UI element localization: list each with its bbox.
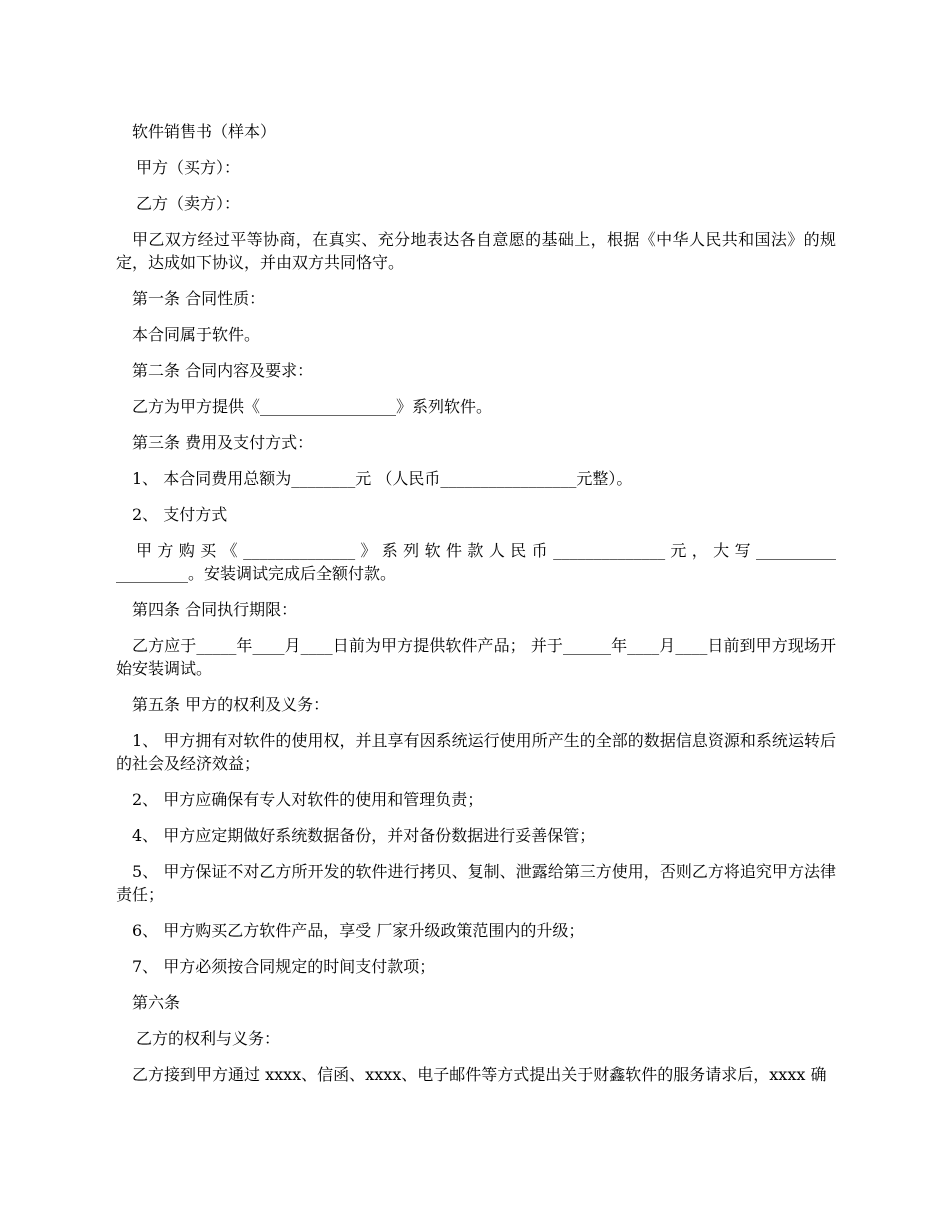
- article-2-body: 乙方为甲方提供《_________________》系列软件。: [132, 397, 493, 416]
- article-3-heading: 第三条 费用及支付方式：: [132, 433, 314, 452]
- article-5-item-6: 6、 甲方购买乙方软件产品，享受 厂家升级政策范围内的升级；: [132, 921, 585, 940]
- document-title: 软件销售书（样本）: [132, 122, 277, 141]
- preamble-paragraph: 甲乙双方经过平等协商，在真实、充分地表达各自意愿的基础上，根据《中华人民共和国法》的规定，达成如下协议，并由双方共同恪守。: [116, 230, 836, 272]
- article-5-item-5: 5、 甲方保证不对乙方所开发的软件进行拷贝、复制、泄露给第三方使用，否则乙方将追究甲方法律责任；: [116, 862, 836, 904]
- article-1-heading: 第一条 合同性质：: [132, 289, 266, 308]
- party-a-line: 甲方（买方）：: [136, 158, 241, 177]
- article-3-item-1: 1、 本合同费用总额为________元 （人民币_________________元整）。: [132, 469, 633, 488]
- document-body: [116, 120, 836, 1099]
- article-6-subheading: 乙方的权利与义务：: [136, 1029, 281, 1048]
- article-3-item-2: 2、 支付方式: [132, 505, 228, 524]
- article-5-item-1: 1、 甲方拥有对软件的使用权，并且享有因系统运行使用所产生的全部的数据信息资源和系统运转后的社会及经济效益；: [116, 731, 836, 773]
- article-5-item-4: 4、 甲方应定期做好系统数据备份，并对备份数据进行妥善保管；: [132, 826, 596, 845]
- article-5-heading: 第五条 甲方的权利及义务：: [132, 695, 330, 714]
- article-4-heading: 第四条 合同执行期限：: [132, 600, 298, 619]
- article-5-item-7: 7、 甲方必须按合同规定的时间支付款项；: [132, 957, 436, 976]
- party-b-line: 乙方（卖方）：: [136, 194, 241, 213]
- article-5-item-2: 2、 甲方应确保有专人对软件的使用和管理负责；: [132, 790, 484, 809]
- article-1-body: 本合同属于软件。: [132, 325, 261, 344]
- article-4-body: 乙方应于_____年____月____日前为甲方提供软件产品； 并于______年____月____日前到甲方现场开始安装调试。: [116, 636, 836, 678]
- article-6-body: 乙方接到甲方通过 xxxx、信函、xxxx、电子邮件等方式提出关于财鑫软件的服务请求后，xxxx 确: [132, 1065, 827, 1084]
- article-6-heading: 第六条: [132, 993, 181, 1012]
- article-3-payment-detail: 甲 方 购 买 《 ______________ 》 系 列 软 件 款 人 民 币 ______________ 元 ， 大 写 ___________________。安装调试完成后全额付款。: [116, 541, 836, 583]
- article-2-heading: 第二条 合同内容及要求：: [132, 361, 314, 380]
